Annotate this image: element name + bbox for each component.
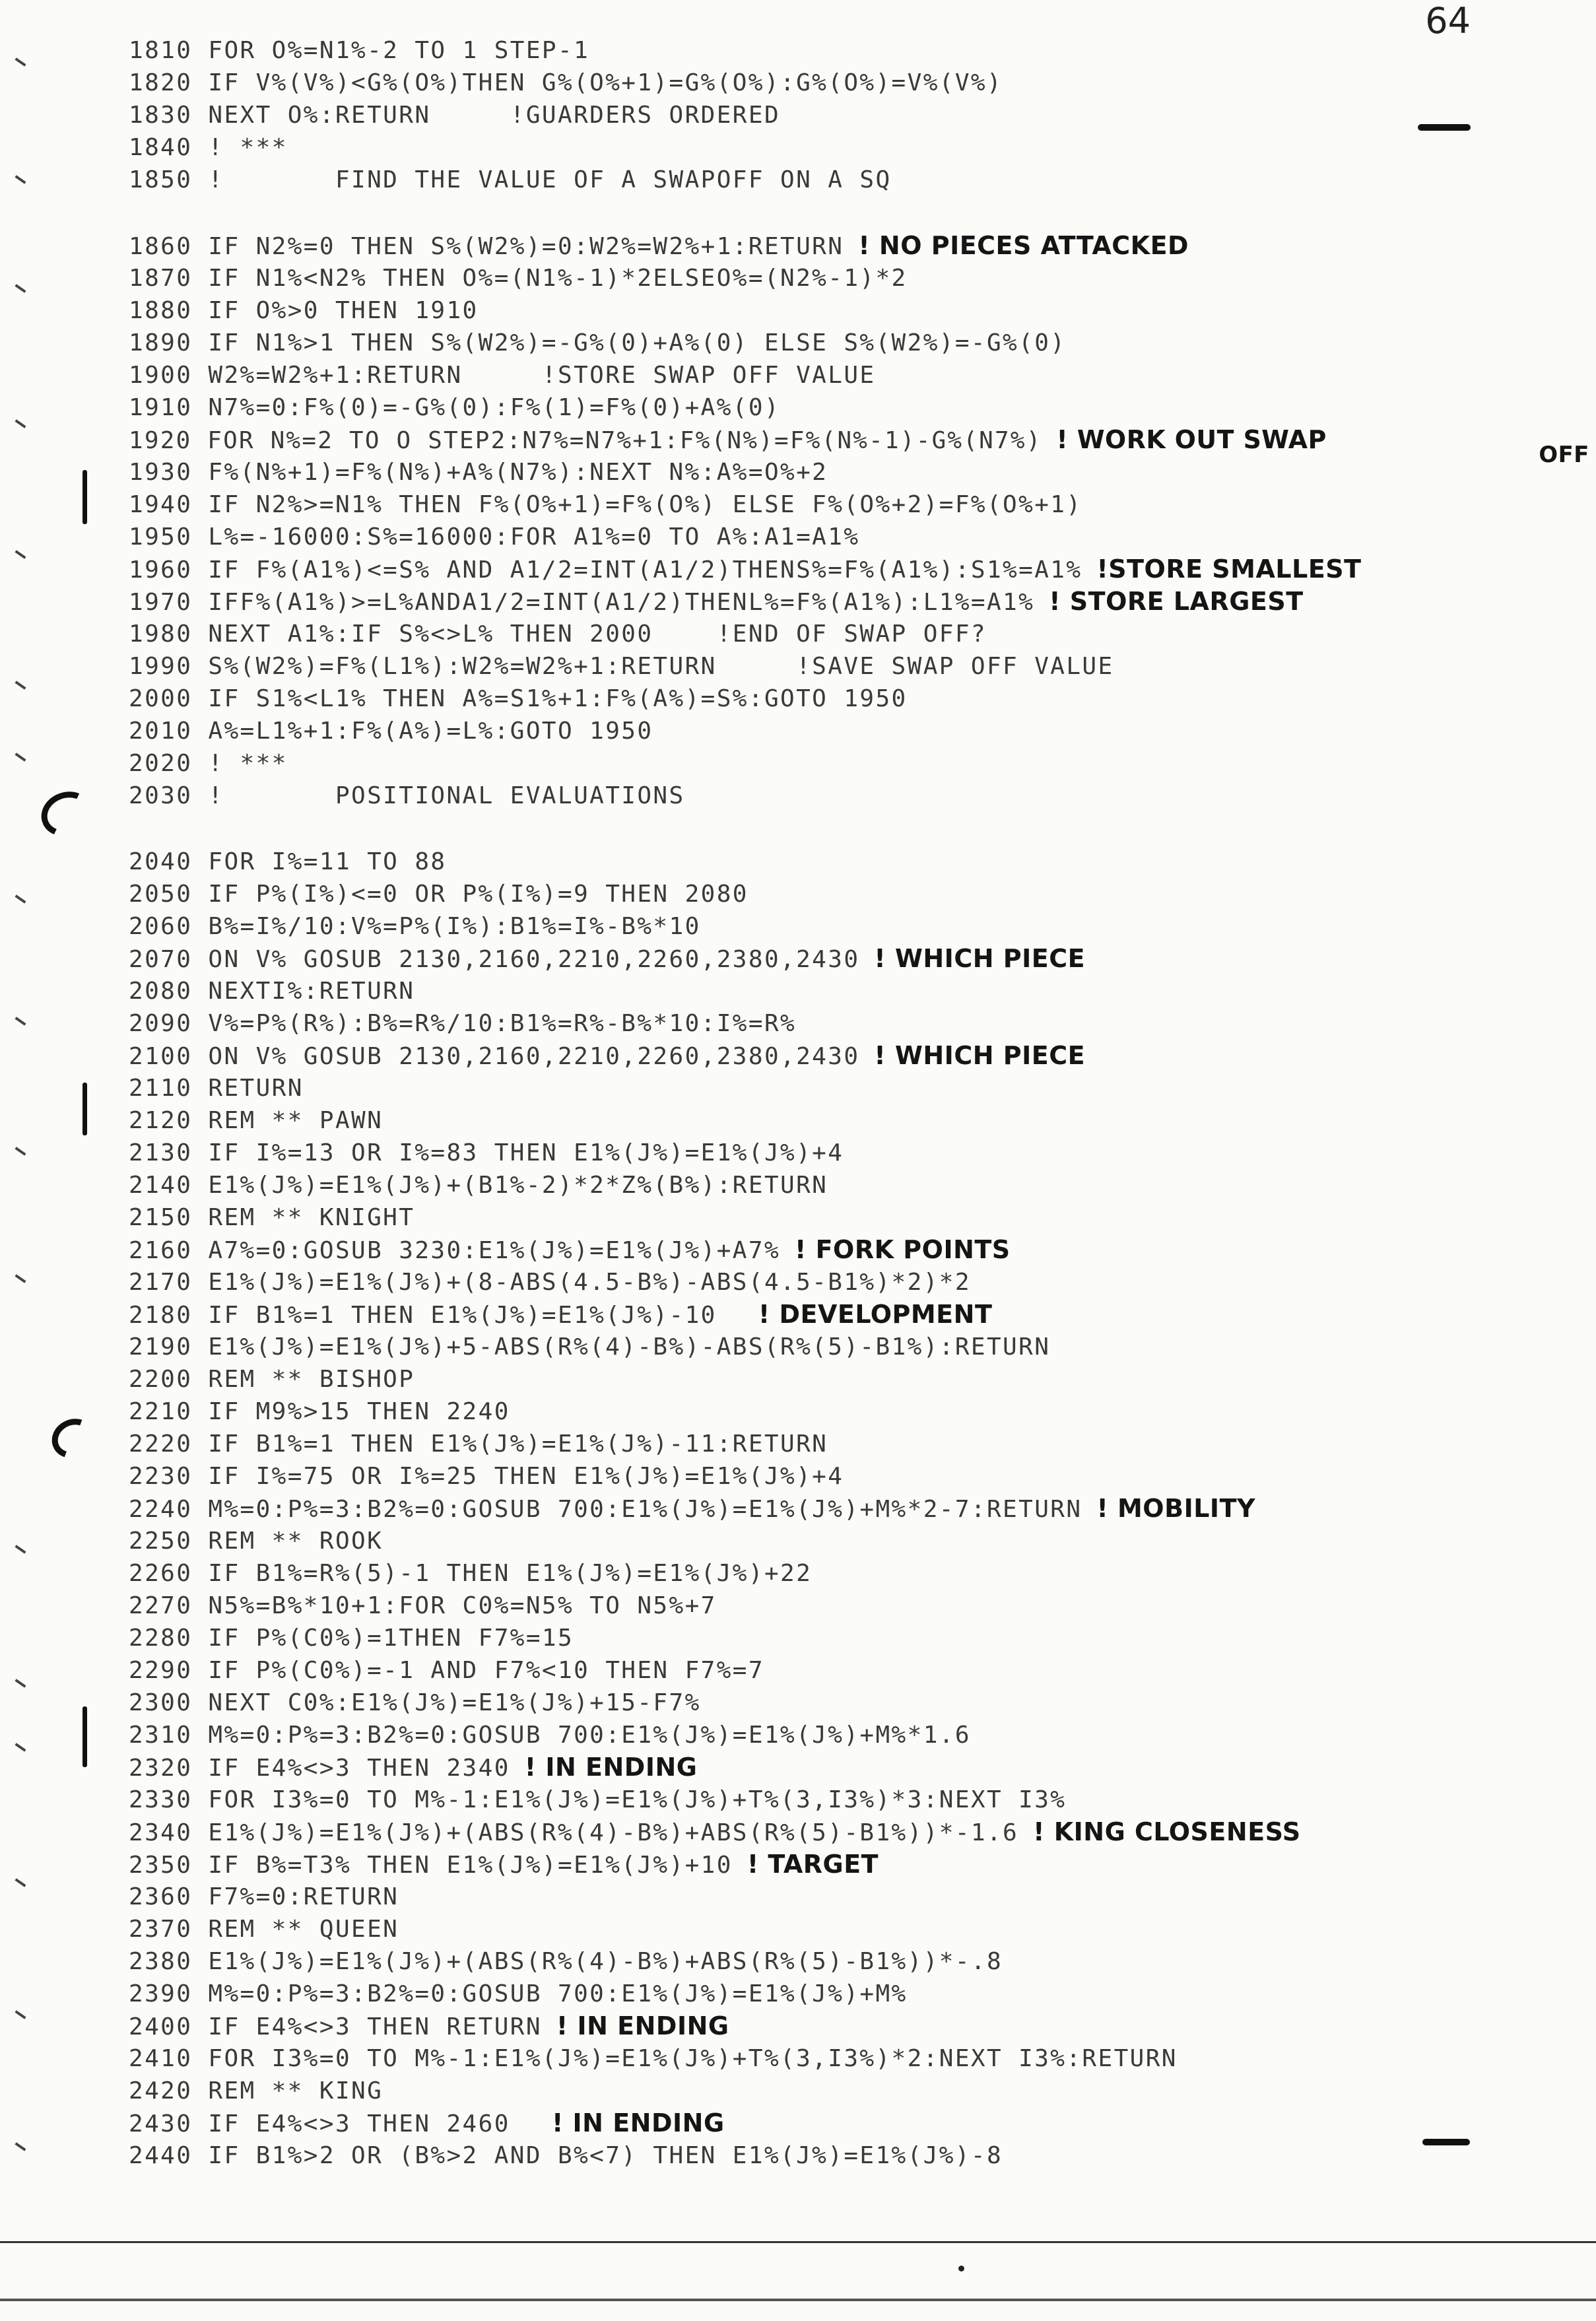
listing-line (129, 1848, 1581, 1881)
code-text: 1980 NEXT A1%:IF S%<>L% THEN 2000 !END OF SWAP OFF? (129, 621, 987, 648)
listing-line (129, 650, 1581, 683)
listing-line (129, 1072, 1581, 1104)
listing-line (129, 1040, 1581, 1072)
listing-line (129, 1104, 1581, 1137)
listing-line (129, 1784, 1581, 1816)
listing-line (129, 1201, 1581, 1234)
code-text: 1870 IF N1%<N2% THEN O%=(N1%-1)*2ELSEO%=(N2%-1)*2 (129, 265, 908, 292)
listing-line (129, 1719, 1581, 1751)
margin-bar (83, 1083, 87, 1135)
margin-tick (15, 1147, 26, 1156)
code-text: 2260 IF B1%=R%(5)-1 THEN E1%(J%)=E1%(J%)+22 (129, 1560, 813, 1587)
listing-line (129, 975, 1581, 1007)
code-text: 2240 M%=0:P%=3:B2%=0:GOSUB 700:E1%(J%)=E1%(J%)+M%*2-7:RETURN (129, 1496, 1082, 1523)
margin-tick (15, 1679, 26, 1688)
listing-line (129, 683, 1581, 715)
handwritten-annotation: ! TARGET (747, 1850, 879, 1879)
listing-line (129, 1816, 1581, 1848)
margin-tick (15, 894, 26, 904)
listing-line (129, 618, 1581, 650)
listing-line (129, 943, 1581, 975)
code-text: 2400 IF E4%<>3 THEN RETURN (129, 2013, 542, 2040)
code-text: 2090 V%=P%(R%):B%=R%/10:B1%=R%-B%*10:I%=R% (129, 1010, 797, 1037)
listing-line (129, 1493, 1581, 1525)
listing-line (129, 2107, 1581, 2139)
margin-bar (83, 470, 87, 524)
listing-line (129, 230, 1581, 262)
code-text: 2200 REM ** BISHOP (129, 1366, 415, 1393)
code-text: 2370 REM ** QUEEN (129, 1916, 399, 1943)
listing-line (129, 1169, 1581, 1201)
code-text: 2380 E1%(J%)=E1%(J%)+(ABS(R%(4)-B%)+ABS(R%(5)-B1%))*-.8 (129, 1948, 1003, 1975)
listing-line (129, 2042, 1581, 2075)
listing-line (129, 1557, 1581, 1590)
listing-line (129, 99, 1581, 131)
listing-line (129, 1428, 1581, 1460)
code-text: 2140 E1%(J%)=E1%(J%)+(B1%-2)*2*Z%(B%):RETURN (129, 1172, 828, 1199)
listing-line (129, 2139, 1581, 2172)
handwritten-annotation: ! WORK OUT SWAP (1056, 425, 1327, 454)
code-text: 2350 IF B%=T3% THEN E1%(J%)=E1%(J%)+10 (129, 1852, 733, 1879)
listing-line (129, 1525, 1581, 1557)
code-text: 2330 FOR I3%=0 TO M%-1:E1%(J%)=E1%(J%)+T%(3,I3%)*3:NEXT I3% (129, 1786, 1067, 1813)
listing-line (129, 878, 1581, 910)
margin-tick (15, 681, 26, 690)
code-text: 2000 IF S1%<L1% THEN A%=S1%+1:F%(A%)=S%:GOTO 1950 (129, 685, 908, 712)
code-text: 1930 F%(N%+1)=F%(N%)+A%(N7%):NEXT N%:A%=O%+2 (129, 459, 828, 486)
code-text: 2100 ON V% GOSUB 2130,2160,2210,2260,2380,2430 (129, 1043, 860, 1070)
code-text: 2320 IF E4%<>3 THEN 2340 (129, 1755, 510, 1782)
listing-line (129, 780, 1581, 812)
margin-bar (83, 1706, 87, 1767)
code-text: 2230 IF I%=75 OR I%=25 THEN E1%(J%)=E1%(J%)+4 (129, 1463, 844, 1490)
code-text: 2040 FOR I%=11 TO 88 (129, 848, 447, 875)
code-text: 1920 FOR N%=2 TO O STEP2:N7%=N7%+1:F%(N%)=F%(N%-1)-G%(N7%) (129, 427, 1042, 454)
margin-tick (15, 1878, 26, 1887)
code-text: 2220 IF B1%=1 THEN E1%(J%)=E1%(J%)-11:RETURN (129, 1430, 828, 1458)
margin-tick (15, 419, 26, 428)
listing-line (129, 2010, 1581, 2042)
code-text: 2420 REM ** KING (129, 2077, 383, 2104)
code-text: 1940 IF N2%>=N1% THEN F%(O%+1)=F%(O%) ELSE F%(O%+2)=F%(O%+1) (129, 491, 1082, 518)
handwritten-annotation: ! IN ENDING (524, 1753, 698, 1782)
code-text: 2410 FOR I3%=0 TO M%-1:E1%(J%)=E1%(J%)+T%(3,I3%)*2:NEXT I3%:RETURN (129, 2045, 1178, 2072)
listing-line (129, 1363, 1581, 1396)
listing-line (129, 1654, 1581, 1687)
code-text: 1950 L%=-16000:S%=16000:FOR A1%=0 TO A%:A1=A1% (129, 523, 860, 551)
listing-line (129, 34, 1581, 67)
listing-line (129, 391, 1581, 424)
code-text: 2050 IF P%(I%)<=0 OR P%(I%)=9 THEN 2080 (129, 881, 748, 908)
listing-line (129, 327, 1581, 359)
handwritten-annotation: ! IN ENDING (524, 2108, 725, 2137)
margin-tick (15, 1274, 26, 1283)
code-text: 2160 A7%=0:GOSUB 3230:E1%(J%)=E1%(J%)+A7% (129, 1237, 781, 1264)
handwritten-annotation: ! FORK POINTS (795, 1235, 1011, 1264)
code-text: 2210 IF M9%>15 THEN 2240 (129, 1398, 510, 1425)
listing-line (129, 1460, 1581, 1493)
handwritten-annotation-continuation: OFF (1539, 442, 1589, 468)
listing-line (129, 359, 1581, 391)
listing-line (129, 1881, 1581, 1913)
listing-line (129, 1622, 1581, 1654)
listing-line (129, 521, 1581, 553)
handwritten-annotation: !STORE SMALLEST (1096, 555, 1362, 584)
handwritten-annotation: ! IN ENDING (556, 2011, 729, 2040)
margin-tick (15, 2010, 26, 2019)
listing-line (129, 1137, 1581, 1169)
listing-line (129, 1590, 1581, 1622)
handwritten-annotation: ! WHICH PIECE (874, 1041, 1086, 1070)
listing-line (129, 1266, 1581, 1298)
code-text: 2280 IF P%(C0%)=1THEN F7%=15 (129, 1625, 574, 1652)
listing-line (129, 747, 1581, 780)
code-text: 2310 M%=0:P%=3:B2%=0:GOSUB 700:E1%(J%)=E1%(J%)+M%*1.6 (129, 1722, 971, 1749)
code-text: 2010 A%=L1%+1:F%(A%)=L%:GOTO 1950 (129, 718, 653, 745)
margin-dash (1422, 2139, 1470, 2145)
code-text: 2060 B%=I%/10:V%=P%(I%):B1%=I%-B%*10 (129, 913, 701, 940)
margin-tick (15, 57, 26, 67)
code-text: 2080 NEXTI%:RETURN (129, 978, 415, 1005)
handwritten-annotation: ! WHICH PIECE (874, 944, 1086, 973)
listing-line (129, 586, 1581, 618)
handwritten-annotation: ! STORE LARGEST (1049, 587, 1304, 616)
handwritten-annotation: ! DEVELOPMENT (731, 1300, 993, 1329)
code-text: 2430 IF E4%<>3 THEN 2460 (129, 2110, 510, 2137)
listing-line (129, 67, 1581, 99)
stray-dot (958, 2266, 964, 2271)
code-text: 2270 N5%=B%*10+1:FOR C0%=N5% TO N5%+7 (129, 1592, 717, 1619)
listing-line (129, 294, 1581, 327)
handwritten-annotation: ! MOBILITY (1096, 1494, 1256, 1523)
code-text: 2300 NEXT C0%:E1%(J%)=E1%(J%)+15-F7% (129, 1689, 701, 1716)
code-text: 1890 IF N1%>1 THEN S%(W2%)=-G%(0)+A%(0) ELSE S%(W2%)=-G%(0) (129, 329, 1067, 356)
listing-line (129, 553, 1581, 586)
code-text: 2110 RETURN (129, 1075, 304, 1102)
code-text: 1850 ! FIND THE VALUE OF A SWAPOFF ON A SQ (129, 166, 892, 193)
page-edge-rule (0, 2299, 1596, 2301)
code-text: 1880 IF O%>0 THEN 1910 (129, 297, 479, 324)
listing-line (129, 846, 1581, 878)
listing-line (129, 1298, 1581, 1331)
program-listing (129, 34, 1589, 2172)
code-text: 1840 ! *** (129, 134, 288, 161)
code-text: 2250 REM ** ROOK (129, 1528, 383, 1555)
code-text: 2440 IF B1%>2 OR (B%>2 AND B%<7) THEN E1%(J%)=E1%(J%)-8 (129, 2142, 1003, 2169)
code-text: 2190 E1%(J%)=E1%(J%)+5-ABS(R%(4)-B%)-ABS(R%(5)-B1%):RETURN (129, 1333, 1051, 1361)
code-text: 1990 S%(W2%)=F%(L1%):W2%=W2%+1:RETURN !SAVE SWAP OFF VALUE (129, 653, 1114, 680)
listing-line (129, 1234, 1581, 1266)
punch-hole-mark (35, 785, 98, 844)
code-text: 2180 IF B1%=1 THEN E1%(J%)=E1%(J%)-10 (129, 1302, 717, 1329)
listing-line (129, 1751, 1581, 1784)
margin-tick (15, 753, 26, 762)
code-text: 2170 E1%(J%)=E1%(J%)+(8-ABS(4.5-B%)-ABS(4.5-B1%)*2)*2 (129, 1269, 971, 1296)
code-text: 2290 IF P%(C0%)=-1 AND F7%<10 THEN F7%=7 (129, 1657, 764, 1684)
margin-tick (15, 284, 26, 293)
code-text: 2360 F7%=0:RETURN (129, 1883, 399, 1910)
code-text: 1900 W2%=W2%+1:RETURN !STORE SWAP OFF VALUE (129, 362, 876, 389)
code-text: 1810 FOR O%=N1%-2 TO 1 STEP-1 (129, 37, 590, 64)
margin-tick (15, 1743, 26, 1752)
listing-line (129, 910, 1581, 943)
punch-hole-mark (46, 1412, 101, 1465)
listing-line (129, 1978, 1581, 2010)
code-text: 1960 IF F%(A1%)<=S% AND A1/2=INT(A1/2)THENS%=F%(A1%):S1%=A1% (129, 556, 1082, 584)
listing-line (129, 488, 1581, 521)
margin-tick (15, 1017, 26, 1026)
listing-line (129, 715, 1581, 747)
code-text: 1970 IFF%(A1%)>=L%ANDA1/2=INT(A1/2)THENL%=F%(A1%):L1%=A1% (129, 589, 1035, 616)
code-text: 2020 ! *** (129, 750, 288, 777)
listing-line (129, 1007, 1581, 1040)
page-number: 64 (1425, 0, 1471, 42)
code-text: 2030 ! POSITIONAL EVALUATIONS (129, 782, 685, 809)
listing-line (129, 456, 1581, 488)
code-text: 1860 IF N2%=0 THEN S%(W2%)=0:W2%=W2%+1:RETURN (129, 233, 844, 260)
code-text: 1830 NEXT O%:RETURN !GUARDERS ORDERED (129, 102, 781, 129)
code-text: 1820 IF V%(V%)<G%(O%)THEN G%(O%+1)=G%(O%):G%(O%)=V%(V%) (129, 69, 1003, 96)
code-text: 2340 E1%(J%)=E1%(J%)+(ABS(R%(4)-B%)+ABS(R%(5)-B1%))*-1.6 (129, 1819, 1019, 1846)
listing-line (129, 1945, 1581, 1978)
listing-line (129, 164, 1581, 196)
margin-dash (1418, 124, 1471, 131)
code-text: 2120 REM ** PAWN (129, 1107, 383, 1134)
margin-tick (15, 2142, 26, 2151)
listing-line (129, 2075, 1581, 2107)
listing-line (129, 1396, 1581, 1428)
margin-tick (15, 550, 26, 559)
listing-line (129, 131, 1581, 164)
code-text: 1910 N7%=0:F%(0)=-G%(0):F%(1)=F%(0)+A%(0) (129, 394, 781, 421)
margin-tick (15, 175, 26, 184)
listing-line (129, 262, 1581, 294)
margin-tick (15, 1545, 26, 1554)
code-text: 2070 ON V% GOSUB 2130,2160,2210,2260,2380,2430 (129, 946, 860, 973)
handwritten-annotation: ! KING CLOSENESS (1033, 1817, 1301, 1846)
bottom-rule (0, 2241, 1596, 2243)
listing-line (129, 1331, 1581, 1363)
code-text: 2130 IF I%=13 OR I%=83 THEN E1%(J%)=E1%(J%)+4 (129, 1139, 844, 1166)
code-text: 2150 REM ** KNIGHT (129, 1204, 415, 1231)
code-text: 2390 M%=0:P%=3:B2%=0:GOSUB 700:E1%(J%)=E1%(J%)+M% (129, 1980, 908, 2007)
listing-line (129, 1913, 1581, 1945)
listing-line (129, 1687, 1581, 1719)
listing-line (129, 424, 1589, 468)
handwritten-annotation: ! NO PIECES ATTACKED (858, 231, 1189, 260)
